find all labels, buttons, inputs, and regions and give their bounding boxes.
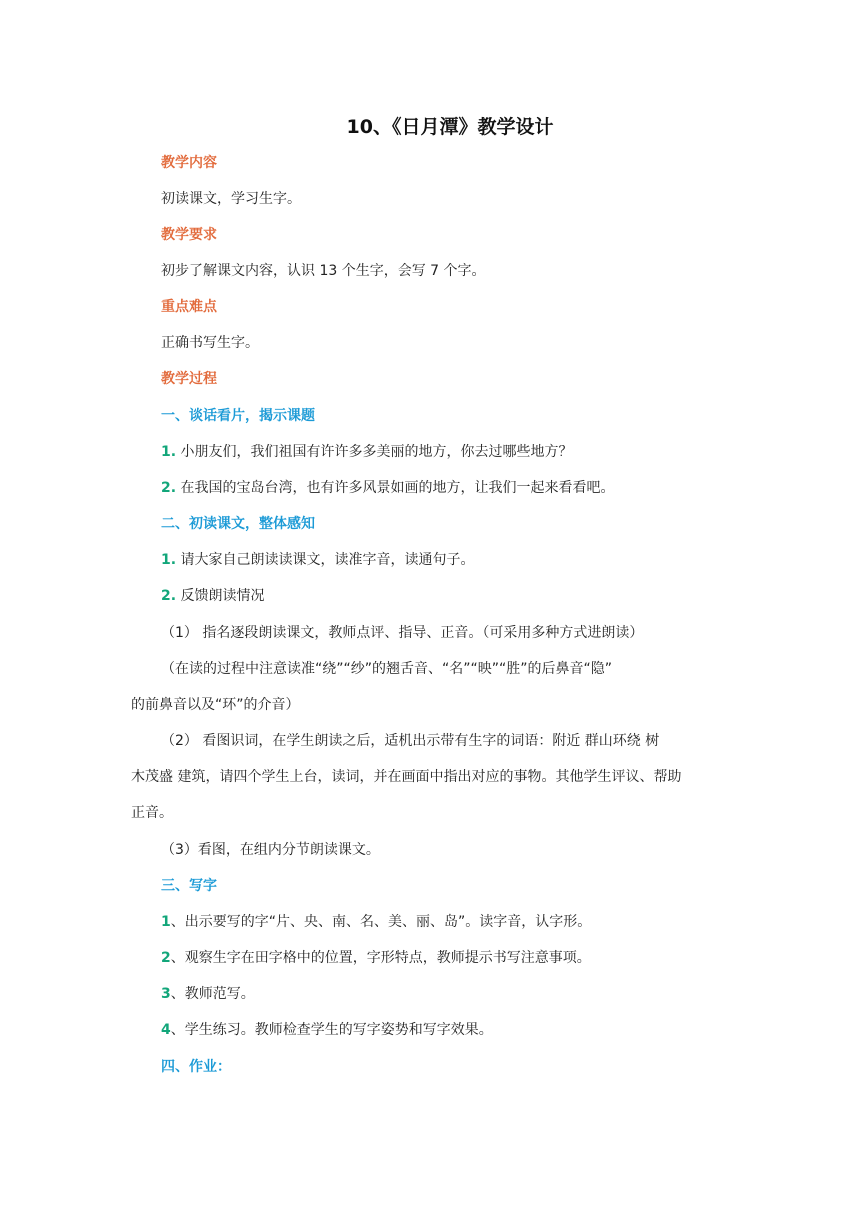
part1-item2-text: 在我国的宝岛台湾，也有许多风景如画的地方，让我们一起来看看吧。 [176,480,615,496]
part2-sub1: （1） 指名逐段朗读课文，教师点评、指导、正音。（可采用多种方式进朗读） [161,625,644,641]
part2-item1-text: 请大家自己朗读读课文，读准字音，读通句子。 [176,552,475,568]
part1-heading: 一、谈话看片，揭示课题 [161,408,315,424]
part2-item1 [161,550,475,570]
document-title: 10、《日月潭》教学设计 [346,116,554,138]
part3-item2 [161,948,591,968]
part2-sub2-line2: 木茂盛 建筑，请四个学生上台，读词，并在画面中指出对应的事物。其他学生评议、帮助 [131,769,682,785]
part3-item1-number: 1 [161,914,171,930]
part3-item1 [161,912,591,932]
part2-item2 [161,586,265,606]
heading-teaching-requirement: 教学要求 [161,227,217,243]
part3-item2-text: 、观察生字在田字格中的位置，字形特点，教师提示书写注意事项。 [170,950,591,966]
part3-item2-number: 2 [161,950,171,966]
teaching-requirement-text: 初步了解课文内容，认识 13 个生字，会写 7 个字。 [161,263,486,279]
part1-item1 [161,442,573,462]
part3-item3-text: 、教师范写。 [170,986,255,1002]
part1-item1-text: 小朋友们，我们祖国有许许多多美丽的地方，你去过哪些地方？ [176,444,573,460]
part2-item1-number: 1. [161,552,177,568]
part3-item1-text: 、出示要写的字“片、央、南、名、美、丽、岛”。读字音，认字形。 [170,914,592,930]
part2-note-line1: （在读的过程中注意读准“绕”“纱”的翘舌音、“名”“映”“胜”的后鼻音“隐” [161,661,613,677]
part3-item4 [161,1020,493,1040]
key-points-text: 正确书写生字。 [161,335,259,351]
part4-heading: 四、作业： [161,1059,231,1075]
part2-note-line2: 的前鼻音以及“环”的介音） [131,697,300,713]
part3-heading: 三、写字 [161,878,217,894]
part1-item2-number: 2. [161,480,177,496]
heading-teaching-process: 教学过程 [161,371,217,387]
part2-sub2-line3: 正音。 [131,805,173,821]
part2-sub3: （3）看图，在组内分节朗读课文。 [161,842,380,858]
part2-sub2-line1: （2） 看图识词，在学生朗读之后，适机出示带有生字的词语：附近 群山环绕 树 [161,733,660,749]
part1-item2 [161,478,615,498]
part2-heading: 二、初读课文，整体感知 [161,516,315,532]
part3-item3-number: 3 [161,986,171,1002]
teaching-content-text: 初读课文，学习生字。 [161,191,301,207]
part3-item4-text: 、学生练习。教师检查学生的写字姿势和写字效果。 [170,1022,493,1038]
heading-key-points: 重点难点 [161,299,217,315]
part3-item4-number: 4 [161,1022,171,1038]
heading-teaching-content: 教学内容 [161,155,217,171]
part2-item2-text: 反馈朗读情况 [176,588,265,604]
part3-item3 [161,984,255,1004]
part2-item2-number: 2. [161,588,177,604]
part1-item1-number: 1. [161,444,177,460]
